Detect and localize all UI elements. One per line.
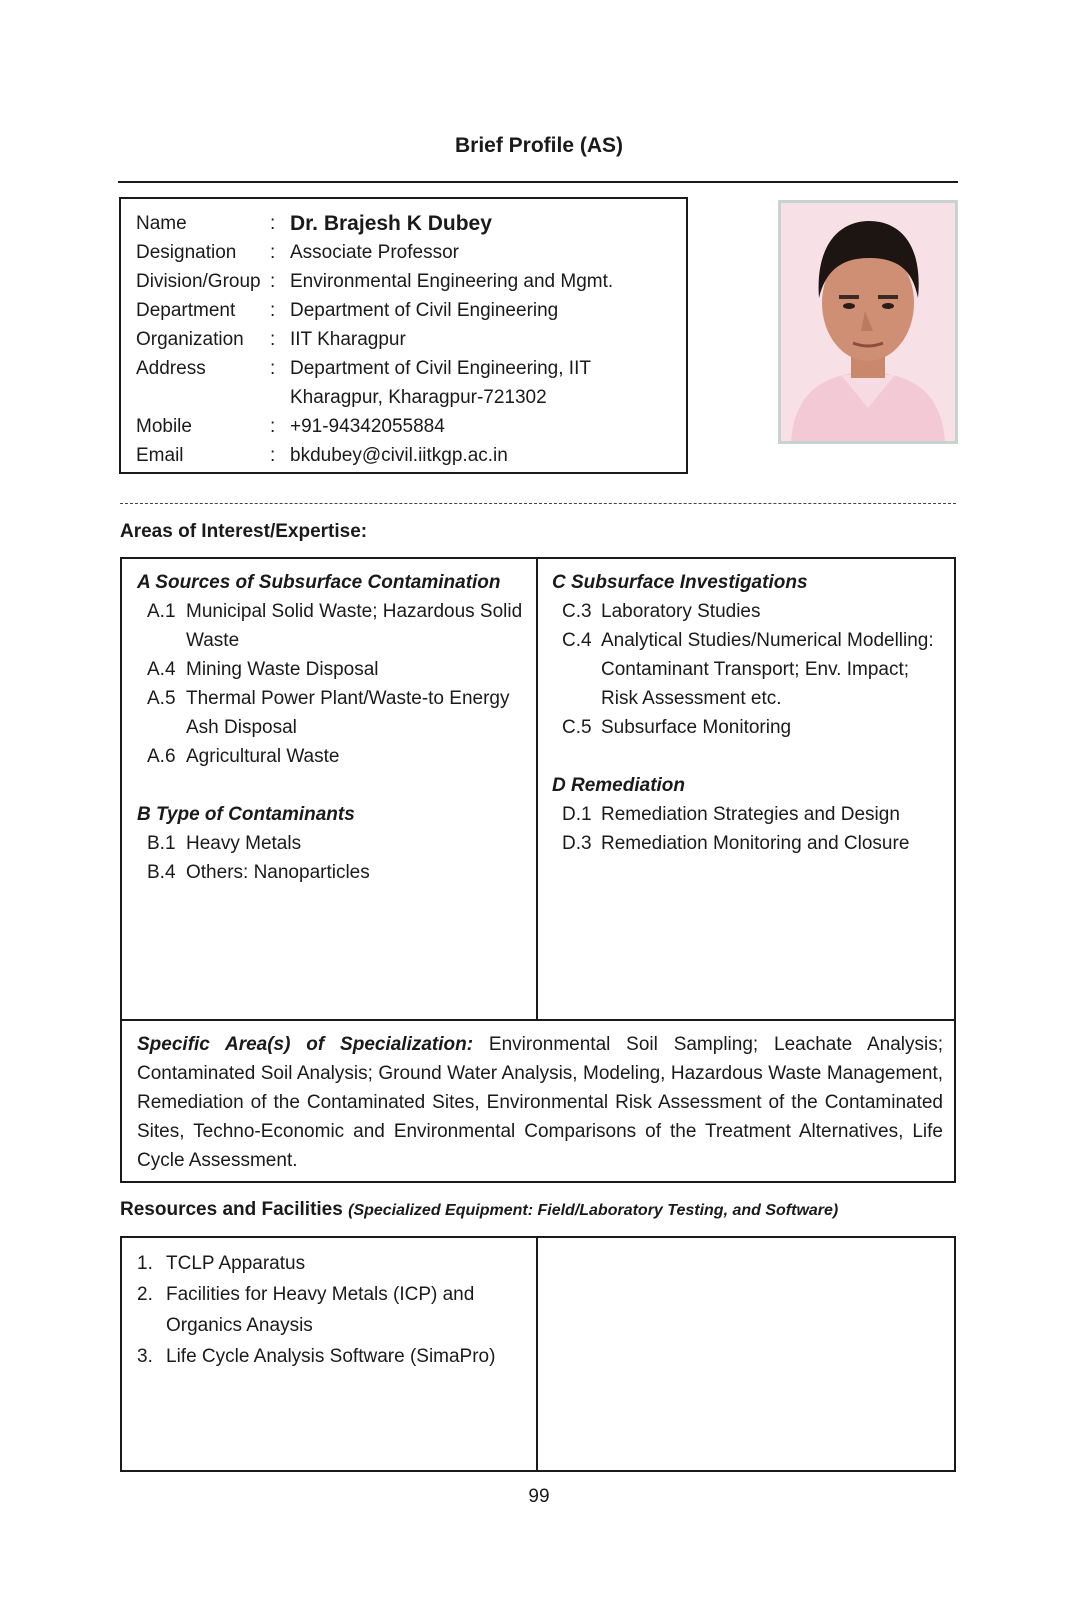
list-item <box>137 597 532 655</box>
item-code: A.6 <box>147 746 176 767</box>
profile-value: Associate Professor <box>290 242 459 263</box>
list-item <box>552 626 947 713</box>
item-code: D.1 <box>562 804 592 825</box>
profile-label: Email <box>136 445 184 466</box>
item-text: Facilities for Heavy Metals (ICP) and Organics Anaysis <box>166 1284 475 1336</box>
profile-colon: : <box>270 242 276 263</box>
profile-colon: : <box>270 329 276 350</box>
areas-table <box>120 557 956 1183</box>
item-text: Laboratory Studies <box>601 601 761 622</box>
profile-row-name <box>136 209 670 238</box>
item-code: B.4 <box>147 862 176 883</box>
item-text: TCLP Apparatus <box>166 1253 306 1274</box>
profile-value: bkdubey@civil.iitkgp.ac.in <box>290 445 508 466</box>
category-title-a: A Sources of Subsurface Contamination <box>137 572 501 593</box>
list-item <box>552 829 947 858</box>
profile-label: Department <box>136 300 236 321</box>
specialization-label: Specific Area(s) of Specialization: <box>137 1034 474 1055</box>
profile-row-designation <box>136 238 670 267</box>
item-code: C.3 <box>562 601 592 622</box>
item-code: A.5 <box>147 688 176 709</box>
profile-label: Designation <box>136 242 237 263</box>
list-item <box>137 684 532 742</box>
profile-value: Department of Civil Engineering, IIT Kharagpur, Kharagpur-721302 <box>290 358 591 408</box>
profile-label: Address <box>136 358 206 379</box>
item-text: Agricultural Waste <box>186 746 340 767</box>
profile-label: Mobile <box>136 416 192 437</box>
item-text: Thermal Power Plant/Waste-to Energy Ash Disposal <box>186 688 510 738</box>
profile-colon: : <box>270 358 276 379</box>
list-item <box>137 655 532 684</box>
profile-name-value: Dr. Brajesh K Dubey <box>290 212 492 235</box>
specialization-text: Environmental Soil Sampling; Leachate Analysis; Contaminated Soil Analysis; Ground Water Analysis, Modeling, Hazardous Waste Management, Remediation of the Contaminated Sites, Environmental Risk Assessment of the Contaminated Sites, Techno-Economic and Environmental Comparisons of the Treatment Alternatives, Life Cycle Assessment. <box>137 1034 943 1171</box>
list-item <box>137 1279 527 1341</box>
item-text: Mining Waste Disposal <box>186 659 379 680</box>
profile-row-department <box>136 296 670 325</box>
item-text: Remediation Strategies and Design <box>601 804 900 825</box>
item-text: Subsurface Monitoring <box>601 717 792 738</box>
item-code: A.1 <box>147 601 176 622</box>
resources-list <box>137 1248 527 1372</box>
column-divider <box>536 1238 538 1470</box>
profile-colon: : <box>270 416 276 437</box>
category-title-b: B Type of Contaminants <box>137 804 355 825</box>
profile-label: Division/Group <box>136 271 261 292</box>
item-text: Heavy Metals <box>186 833 302 854</box>
spacer <box>552 742 947 771</box>
item-code: D.3 <box>562 833 592 854</box>
item-code: C.4 <box>562 630 592 651</box>
item-number: 2. <box>137 1284 153 1305</box>
profile-value: Environmental Engineering and Mgmt. <box>290 271 614 292</box>
profile-colon: : <box>270 445 276 466</box>
list-item <box>137 1341 527 1372</box>
profile-colon: : <box>270 271 276 292</box>
profile-colon: : <box>270 213 276 234</box>
item-code: B.1 <box>147 833 176 854</box>
section-divider <box>120 503 956 504</box>
spacer <box>137 771 532 800</box>
item-text: Municipal Solid Waste; Hazardous Solid Waste <box>186 601 523 651</box>
list-item <box>137 829 532 858</box>
areas-heading: Areas of Interest/Expertise: <box>120 521 368 542</box>
page-title: Brief Profile (AS) <box>454 134 624 157</box>
profile-value: Department of Civil Engineering <box>290 300 559 321</box>
resources-heading-line <box>120 1199 838 1221</box>
profile-row-organization <box>136 325 670 354</box>
profile-row-email <box>136 441 670 470</box>
portrait-image <box>781 203 955 441</box>
profile-info-box <box>119 197 688 474</box>
profile-photo <box>778 200 958 444</box>
row-divider <box>122 1019 954 1021</box>
profile-label: Name <box>136 213 187 234</box>
resources-table <box>120 1236 956 1472</box>
profile-row-address <box>136 354 670 412</box>
list-item <box>137 858 532 887</box>
category-title-d: D Remediation <box>552 775 686 796</box>
areas-right-column <box>552 568 947 858</box>
item-text: Life Cycle Analysis Software (SimaPro) <box>166 1346 496 1367</box>
item-text: Remediation Monitoring and Closure <box>601 833 910 854</box>
resources-heading: Resources and Facilities <box>120 1199 343 1220</box>
list-item <box>552 800 947 829</box>
profile-value: IIT Kharagpur <box>290 329 406 350</box>
category-title-c: C Subsurface Investigations <box>552 572 808 593</box>
profile-value: +91-94342055884 <box>290 416 445 437</box>
profile-table <box>136 209 670 470</box>
page-number: 99 <box>528 1486 550 1507</box>
list-item <box>552 597 947 626</box>
profile-row-division <box>136 267 670 296</box>
item-code: C.5 <box>562 717 592 738</box>
profile-row-mobile <box>136 412 670 441</box>
list-item <box>552 713 947 742</box>
item-number: 3. <box>137 1346 153 1367</box>
areas-left-column <box>137 568 532 887</box>
list-item <box>137 742 532 771</box>
resources-subheading: (Specialized Equipment: Field/Laboratory Testing, and Software) <box>348 1202 839 1219</box>
item-text: Others: Nanoparticles <box>186 862 370 883</box>
profile-label: Organization <box>136 329 244 350</box>
item-code: A.4 <box>147 659 176 680</box>
list-item <box>137 1248 527 1279</box>
column-divider <box>536 559 538 1020</box>
item-text: Analytical Studies/Numerical Modelling: Contaminant Transport; Env. Impact; Risk Assessment etc. <box>601 630 934 709</box>
profile-colon: : <box>270 300 276 321</box>
title-rule <box>118 181 958 183</box>
item-number: 1. <box>137 1253 153 1274</box>
specialization-paragraph <box>137 1030 943 1175</box>
